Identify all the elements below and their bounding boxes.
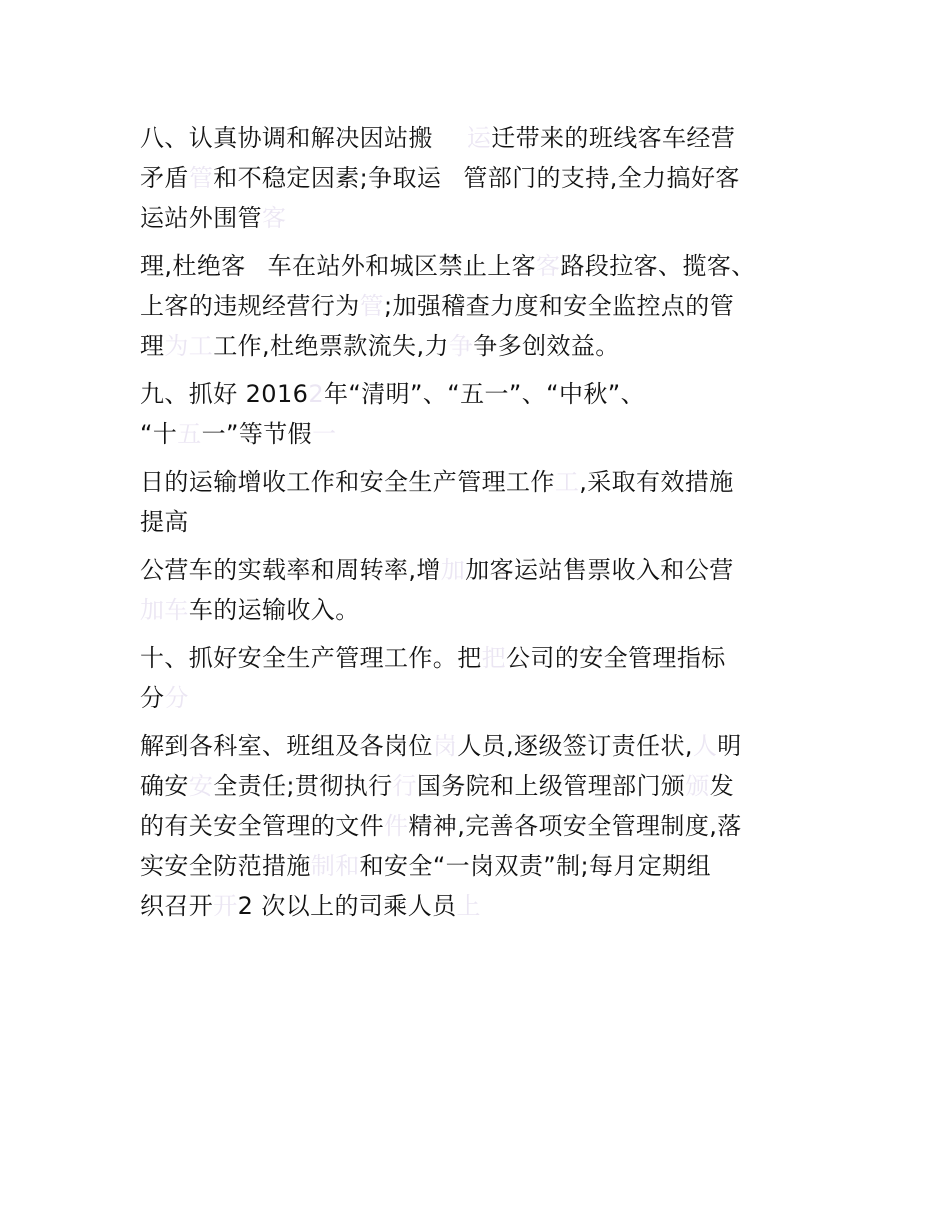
faint-text: 安 xyxy=(188,772,214,800)
faint-text: 把 xyxy=(481,644,507,672)
text-line xyxy=(140,590,820,630)
text-segment: 公营车的实载率和周转率,增 xyxy=(140,556,441,584)
text-segment: 车在站外和城区禁止上客 xyxy=(267,252,537,280)
text-line xyxy=(140,414,820,454)
faint-text: 客 xyxy=(262,204,287,232)
text-line xyxy=(140,462,820,502)
text-line xyxy=(140,766,820,806)
text-segment: 全责任;贯彻执行 xyxy=(213,772,393,800)
faint-text: 管 xyxy=(359,292,385,320)
faint-text: 为工 xyxy=(164,332,214,360)
text-segment: 国务院和上级管理部门颁 xyxy=(416,772,686,800)
faint-text: 颁 xyxy=(685,772,710,800)
text-segment: 争多创效益。 xyxy=(473,332,620,360)
text-segment: 运站外围管 xyxy=(140,204,262,232)
faint-text: 争 xyxy=(448,332,474,360)
text-segment: 矛盾 xyxy=(140,164,189,192)
paragraph-eight-continued xyxy=(140,246,820,366)
text-line xyxy=(140,502,820,542)
text-segment: 上客的违规经营行为 xyxy=(140,292,360,320)
text-line xyxy=(140,550,820,590)
text-line xyxy=(140,326,820,366)
paragraph-nine xyxy=(140,374,820,454)
faint-text: 分 xyxy=(164,684,189,712)
text-line xyxy=(140,246,820,286)
text-segment: 和安全“一岗双责”制;每月定期组 xyxy=(359,852,711,880)
paragraph-ten-continued xyxy=(140,726,820,926)
text-segment: 解到各科室、班组及各岗位 xyxy=(140,732,433,760)
text-segment: 2 次以上的司乘人员 xyxy=(237,892,457,920)
text-segment: 分 xyxy=(140,684,165,712)
faint-text: 件 xyxy=(384,812,409,840)
faint-text: 行 xyxy=(392,772,417,800)
text-segment: 路段拉客、揽客、 xyxy=(560,252,756,280)
text-segment: 的有关安全管理的文件 xyxy=(140,812,384,840)
text-segment: 发 xyxy=(709,772,735,800)
text-segment: 一”等节假 xyxy=(201,420,313,448)
faint-text: 制和 xyxy=(310,852,360,880)
text-segment: 加客运站售票收入和公营 xyxy=(465,556,734,584)
text-segment: 迁带来的班线客车经营 xyxy=(491,124,736,152)
text-segment: 工作,杜绝票款流失,力 xyxy=(213,332,449,360)
text-line xyxy=(140,374,820,414)
faint-text: 上 xyxy=(456,892,481,920)
text-segment: 车的运输收入。 xyxy=(188,596,360,624)
faint-text: 人 xyxy=(692,732,718,760)
text-segment: 十、抓好安全生产管理工作。把 xyxy=(140,644,482,672)
text-segment: 实安全防范措施 xyxy=(140,852,311,880)
faint-text: 2 xyxy=(308,380,324,408)
text-segment: 提高 xyxy=(140,508,189,536)
text-segment: 织召开 xyxy=(140,892,214,920)
text-line xyxy=(140,158,820,198)
paragraph-nine-continued xyxy=(140,462,820,542)
text-segment: ;加强稽查力度和安全监控点的管 xyxy=(384,292,735,320)
paragraph-eight xyxy=(140,118,820,238)
text-segment: 明 xyxy=(717,732,742,760)
text-line xyxy=(140,886,820,926)
paragraph-nine-end xyxy=(140,550,820,630)
faint-text: 开 xyxy=(213,892,238,920)
paragraph-ten xyxy=(140,638,820,718)
faint-text: 岗 xyxy=(432,732,458,760)
faint-text: 加 xyxy=(440,556,466,584)
faint-text: 客 xyxy=(536,252,561,280)
text-segment: 公司的安全管理指标 xyxy=(506,644,726,672)
text-segment: 八、认真协调和解决因站搬 xyxy=(140,124,433,152)
text-segment: 九、抓好 2016 xyxy=(140,380,309,408)
text-segment: 日的运输增收工作和安全生产管理工作 xyxy=(140,468,555,496)
text-line xyxy=(140,118,820,158)
text-segment: 管部门的支持,全力搞好客 xyxy=(463,164,740,192)
text-segment: 年“清明”、“五一”、“中秋”、 xyxy=(323,380,645,408)
faint-text: 一 xyxy=(312,420,337,448)
text-line xyxy=(140,198,820,238)
faint-text: 五 xyxy=(177,420,202,448)
faint-text: 加车 xyxy=(140,596,189,624)
text-segment: ,采取有效措施 xyxy=(579,468,734,496)
text-line xyxy=(140,678,820,718)
text-line xyxy=(140,726,820,766)
text-line xyxy=(140,638,820,678)
text-segment: 人员,逐级签订责任状, xyxy=(457,732,693,760)
text-segment: 理 xyxy=(140,332,165,360)
document-page xyxy=(140,118,820,934)
text-line xyxy=(140,806,820,846)
faint-text: 运 xyxy=(466,124,492,152)
text-segment: 和不稳定因素;争取运 xyxy=(213,164,442,192)
text-segment: “十 xyxy=(140,420,178,448)
text-segment: 精神,完善各项安全管理制度,落 xyxy=(408,812,742,840)
faint-text: 管 xyxy=(188,164,214,192)
text-segment: 理,杜绝客 xyxy=(140,252,246,280)
text-line xyxy=(140,846,820,886)
text-segment: 确安 xyxy=(140,772,189,800)
text-line xyxy=(140,286,820,326)
faint-text: 工 xyxy=(554,468,580,496)
